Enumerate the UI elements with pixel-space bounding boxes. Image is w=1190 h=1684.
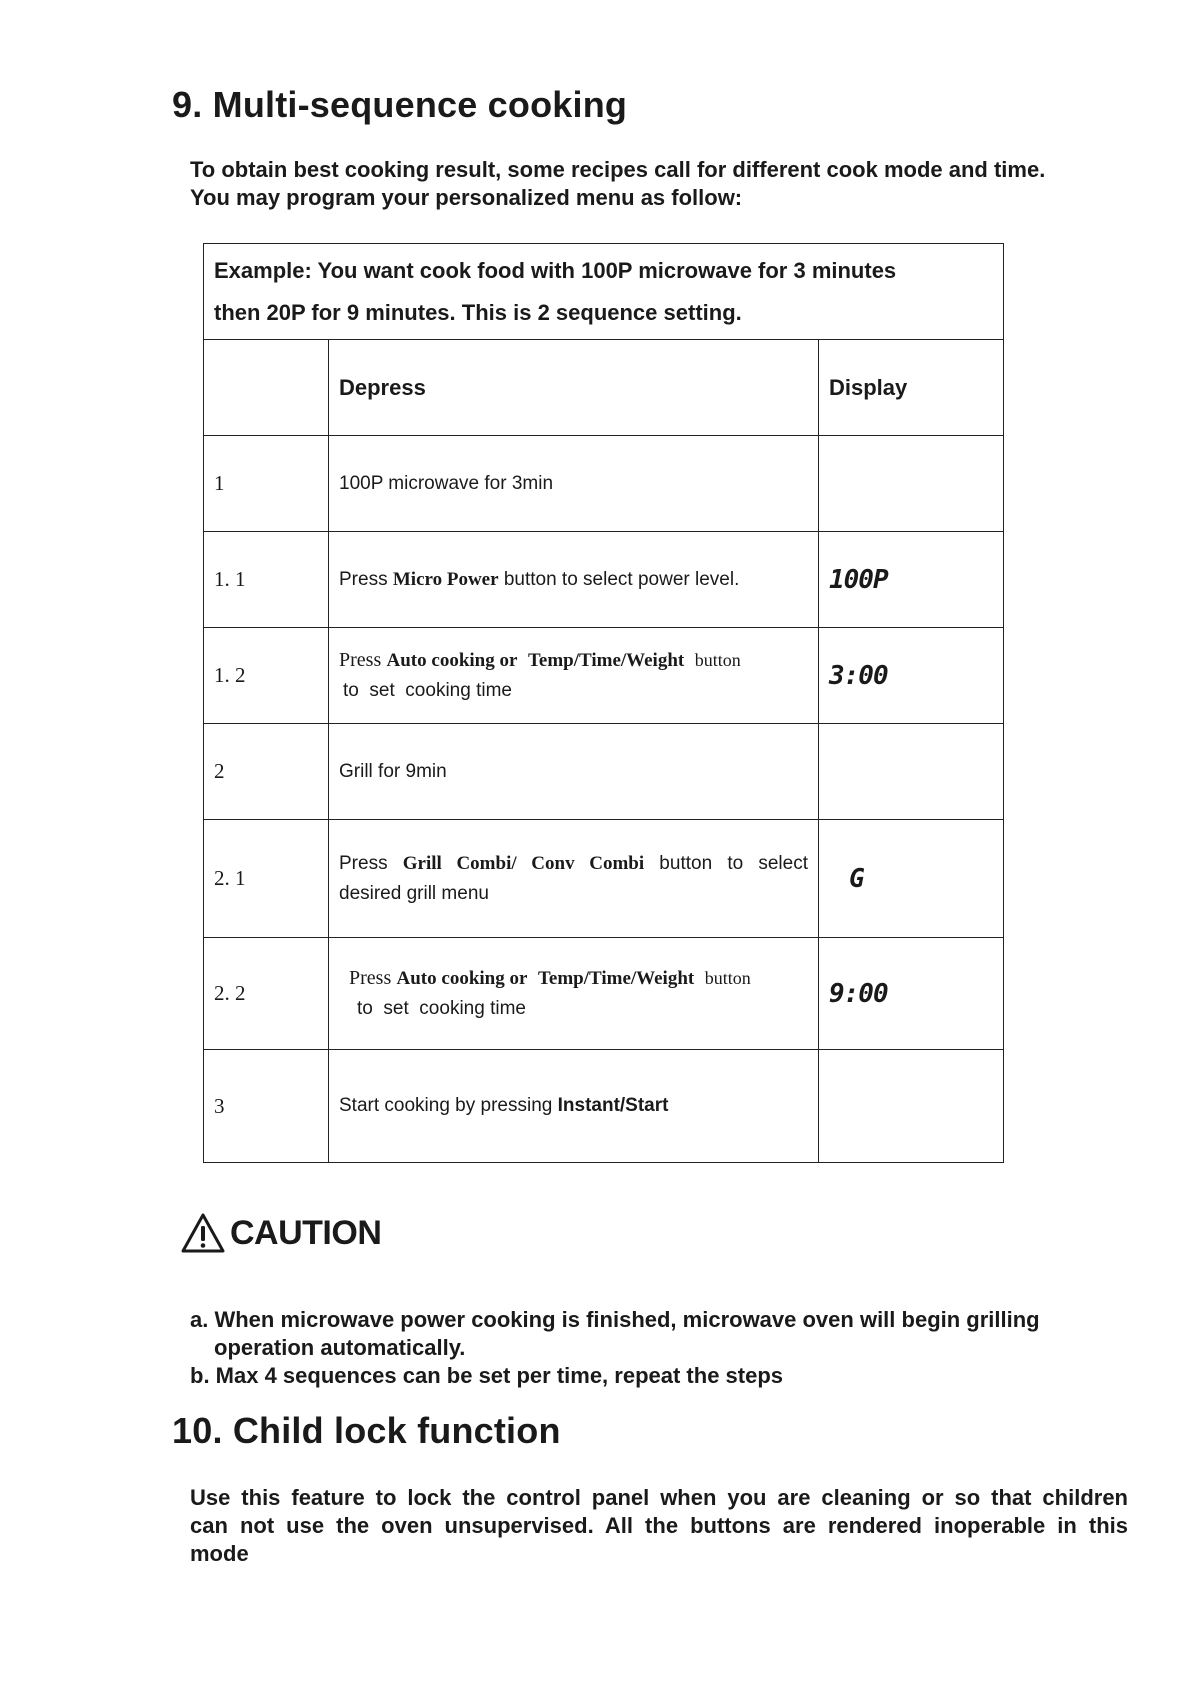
table-row	[204, 1050, 1004, 1163]
example-line-2: then 20P for 9 minutes. This is 2 sequence setting.	[214, 299, 742, 325]
step-display	[819, 1050, 1004, 1163]
header-depress: Depress	[329, 340, 819, 436]
note-a-line-2: operation automatically.	[214, 1335, 466, 1360]
multi-sequence-table	[203, 243, 1004, 1163]
table-row	[204, 820, 1004, 938]
step-description	[329, 1050, 819, 1163]
table-header-row	[204, 340, 1004, 436]
table-row	[204, 436, 1004, 532]
auto-cooking-label: Auto cooking or	[386, 650, 518, 671]
grill-combi-label: Grill Combi/ Conv Combi	[402, 852, 645, 874]
temp-time-weight-label: Temp/Time/Weight	[527, 650, 685, 671]
intro-line-2: You may program your personalized menu as follow:	[190, 185, 743, 210]
table-row	[204, 724, 1004, 820]
step-description	[329, 938, 819, 1050]
note-a-line-1: a. When microwave power cooking is finished, microwave oven will begin grilling	[190, 1307, 1040, 1332]
step-display: 3:00	[819, 628, 1004, 724]
step-number: 2. 2	[204, 938, 329, 1050]
caution-notes	[190, 1306, 1040, 1390]
auto-cooking-label: Auto cooking or	[396, 968, 528, 989]
caution-header	[180, 1212, 381, 1254]
desc-line-2: to set cooking time	[343, 680, 512, 701]
step-description	[329, 820, 819, 938]
warning-triangle-icon	[180, 1212, 226, 1254]
step-display	[819, 724, 1004, 820]
table-row	[204, 938, 1004, 1050]
desc-press: Press	[349, 967, 392, 989]
step-description: 100P microwave for 3min	[329, 436, 819, 532]
step-number: 2. 1	[204, 820, 329, 938]
step-description: Grill for 9min	[329, 724, 819, 820]
header-empty-cell	[204, 340, 329, 436]
section-10-paragraph: Use this feature to lock the control panel when you are cleaning or so that children can not use the oven unsupervised. All the buttons are rendered inoperable in this mode	[190, 1485, 1128, 1566]
desc-text: Start cooking by pressing	[339, 1095, 558, 1116]
instant-start-label: Instant/Start	[557, 1095, 669, 1116]
desc-text: Press	[339, 568, 393, 590]
example-cell	[204, 244, 1004, 340]
table-row	[204, 628, 1004, 724]
section-9-heading: 9. Multi-sequence cooking	[172, 84, 628, 125]
step-description	[329, 532, 819, 628]
step-display: G	[819, 820, 1004, 938]
desc-button: button	[704, 968, 751, 988]
desc-text: button to select	[644, 852, 808, 874]
intro-line-1: To obtain best cooking result, some recipes call for different cook mode and time.	[190, 157, 1046, 182]
desc-press: Press	[339, 649, 382, 671]
section-9-intro	[190, 156, 1045, 212]
step-number: 1. 2	[204, 628, 329, 724]
example-line-1: Example: You want cook food with 100P microwave for 3 minutes	[214, 257, 897, 283]
desc-button: button	[694, 650, 741, 670]
temp-time-weight-label: Temp/Time/Weight	[537, 968, 695, 989]
step-description	[329, 628, 819, 724]
step-number: 3	[204, 1050, 329, 1163]
step-number: 1. 1	[204, 532, 329, 628]
note-b: b. Max 4 sequences can be set per time, repeat the steps	[190, 1363, 784, 1388]
desc-text: Press	[339, 852, 403, 874]
desc-line-2: to set cooking time	[357, 998, 526, 1019]
header-display: Display	[819, 340, 1004, 436]
desc-line-2: desired grill menu	[339, 882, 489, 904]
step-number: 2	[204, 724, 329, 820]
micro-power-label: Micro Power	[392, 568, 499, 590]
step-number: 1	[204, 436, 329, 532]
section-10-heading: 10. Child lock function	[172, 1410, 561, 1451]
desc-text: button to select power level.	[498, 568, 740, 590]
step-display	[819, 436, 1004, 532]
table-row	[204, 532, 1004, 628]
step-display: 9:00	[819, 938, 1004, 1050]
caution-title: CAUTION	[230, 1213, 382, 1252]
step-display: 100P	[819, 532, 1004, 628]
